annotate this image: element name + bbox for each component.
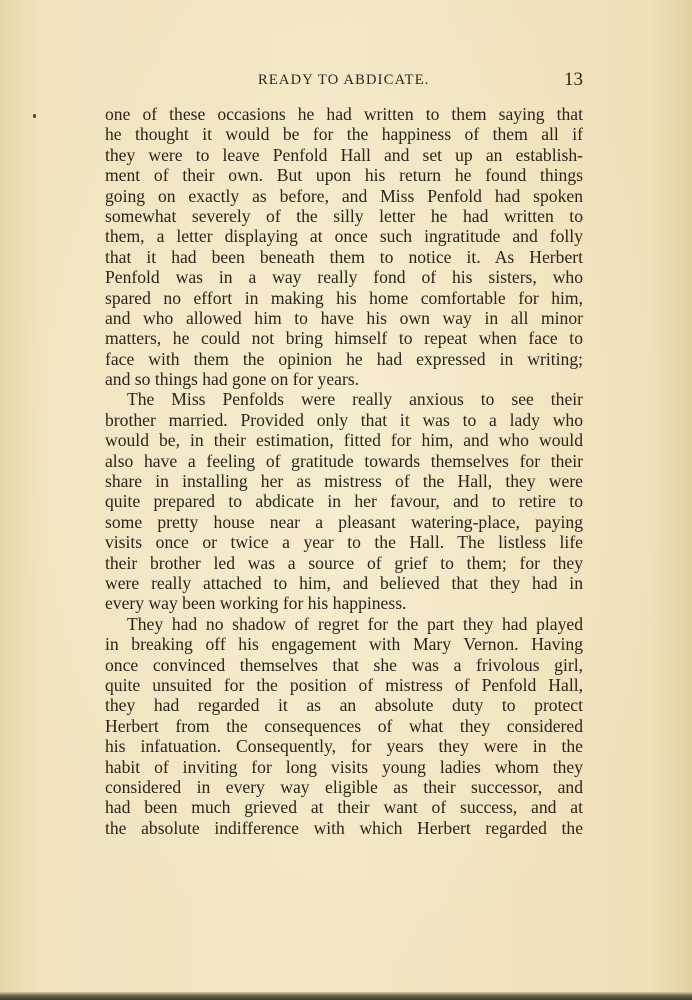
text-line: once convinced themselves that she was a frivolous girl, <box>105 654 583 675</box>
text-line: they were to leave Penfold Hall and set up an establish- <box>105 144 583 165</box>
text-line: would be, in their estimation, fitted for him, and who would <box>105 430 583 451</box>
text-line: them, a letter displaying at once such ingratitude and folly <box>105 226 583 247</box>
text-line: some pretty house near a pleasant watering-place, paying <box>105 511 583 532</box>
paragraph-2 <box>105 389 583 613</box>
text-line: and who allowed him to have his own way in all minor <box>105 307 583 328</box>
text-line: They had no shadow of regret for the part they had played <box>127 613 583 634</box>
text-line: also have a feeling of gratitude towards themselves for their <box>105 450 583 471</box>
text-line: matters, he could not bring himself to repeat when face to <box>105 328 583 349</box>
text-line: somewhat severely of the silly letter he had written to <box>105 205 583 226</box>
text-line: The Miss Penfolds were really anxious to see their <box>127 389 583 410</box>
text-line: they had regarded it as an absolute duty to protect <box>105 695 583 716</box>
text-line: face with them the opinion he had expressed in writing; <box>105 348 583 369</box>
text-line: the absolute indifference with which Herbert regarded the <box>105 817 583 838</box>
text-line: were really attached to him, and believed that they had in <box>105 572 583 593</box>
text-line: visits once or twice a year to the Hall. The listless life <box>105 532 583 553</box>
text-line: their brother led was a source of grief to them; for they <box>105 552 583 573</box>
text-line: his infatuation. Consequently, for years they were in the <box>105 736 583 757</box>
page-header <box>105 69 583 92</box>
text-line: Herbert from the consequences of what they considered <box>105 715 583 736</box>
text-line: every way been working for his happiness. <box>105 593 407 614</box>
text-line: brother married. Provided only that it was to a lady who <box>105 409 583 430</box>
page-bottom-edge <box>0 992 692 1000</box>
text-line: Penfold was in a way really fond of his sisters, who <box>105 267 583 288</box>
paragraph-3 <box>105 614 583 838</box>
running-head: READY TO ABDICATE. <box>258 72 430 88</box>
text-line: quite prepared to abdicate in her favour, and to retire to <box>105 491 583 512</box>
text-line: quite unsuited for the position of mistress of Penfold Hall, <box>105 674 583 695</box>
text-line: habit of inviting for long visits young ladies whom they <box>105 756 583 777</box>
page-number: 13 <box>564 69 583 90</box>
text-line: considered in every way eligible as their successor, and <box>105 776 583 797</box>
text-line: share in installing her as mistress of the Hall, they were <box>105 471 583 492</box>
text-line: one of these occasions he had written to them saying that <box>105 104 583 124</box>
text-line: ment of their own. But upon his return he found things <box>105 165 583 186</box>
text-line: had been much grieved at their want of success, and at <box>105 797 583 818</box>
text-line: spared no effort in making his home comfortable for him, <box>105 287 583 308</box>
margin-mark <box>33 114 36 118</box>
text-line: and so things had gone on for years. <box>105 369 360 390</box>
text-line: going on exactly as before, and Miss Penfold had spoken <box>105 185 583 206</box>
text-line: in breaking off his engagement with Mary Vernon. Having <box>105 634 583 655</box>
text-line: that it had been beneath them to notice it. As Herbert <box>105 246 583 267</box>
body-text <box>105 104 583 838</box>
text-line: he thought it would be for the happiness of them all if <box>105 124 583 145</box>
paragraph-1 <box>105 104 583 389</box>
